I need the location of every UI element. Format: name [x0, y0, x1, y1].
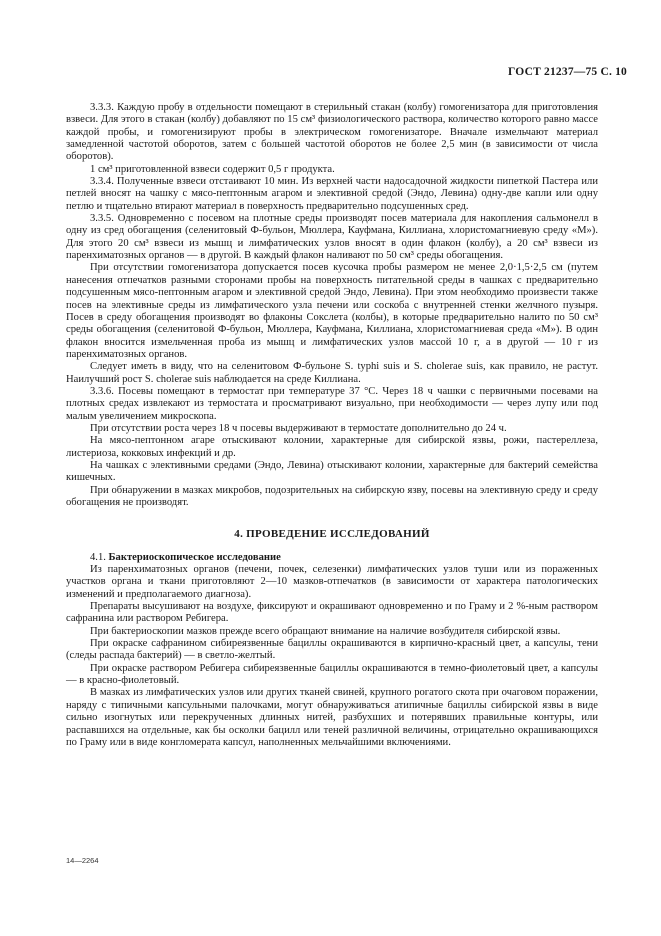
- paragraph-rebiger: При окраске раствором Ребигера сибиреязвенные бациллы окрашиваются в темно-фиолетовый цвет, а капсулы — в красно-фиолетовый.: [66, 662, 598, 687]
- paragraph-selenite-note: Следует иметь в виду, что на селенитовом Ф-бульоне S. typhi suis и S. cholerae suis, как правило, не растут. Наилучший рост S. cholerae suis наблюдается на среде Киллиана.: [66, 361, 598, 385]
- paragraph-3-3-6: 3.3.6. Посевы помещают в термостат при температуре 37 °С. Через 18 ч чашки с первичными посевами на плотных средах извлекают из термостата и просматривают визуально, при необходимости — через лупу или под малым увеличением микроскопа.: [66, 385, 598, 422]
- paragraph-3-3-3: 3.3.3. Каждую пробу в отдельности помещают в стерильный стакан (колбу) гомогенизатора для приготовления взвеси. Для этого в стакан (колбу) добавляют по 15 см³ физиологического раствора, количество которого равно массе каждой пробы, и гомогенизируют пробы в электрическом гомогенизаторе. Вначале измельчают материал замедленной частотой оборотов, затем с большей частотой оборотов не более 2,5 мин (в зависимости от числа оборотов).: [66, 102, 598, 163]
- paragraph-safranin: При окраске сафранином сибиреязвенные бациллы окрашиваются в кирпично-красный цвет, а капсулы, тени (следы распада бактерий) — в светло-желтый.: [66, 638, 598, 662]
- paragraph-bacterioscopy: При бактериоскопии мазков прежде всего обращают внимание на наличие возбудителя сибирской язвы.: [90, 625, 561, 637]
- section-heading: 4. ПРОВЕДЕНИЕ ИССЛЕДОВАНИЙ: [234, 528, 430, 541]
- subsection-title: Бактериоскопическое исследование: [108, 551, 281, 563]
- document-body: [66, 102, 598, 749]
- paragraph-no-growth: При отсутствии роста через 18 ч посевы выдерживают в термостате дополнительно до 24 ч.: [90, 422, 507, 434]
- paragraph-mpa-colonies: На мясо-пептонном агаре отыскивают колонии, характерные для сибирской язвы, рожи, пастереллеза, листериоза, кокковых инфекций и др.: [66, 435, 598, 459]
- page-header: ГОСТ 21237—75 С. 10: [508, 66, 627, 78]
- paragraph-3-3-4: 3.3.4. Полученные взвеси отстаивают 10 мин. Из верхней части надосадочной жидкости пипеткой Пастера или петлей вносят на чашку с мясо-пептонным агаром и элективной средой (Эндо, Левина) одну-две капли или одну петлю и тщательно втирают материал в поверхность предварительно подсушенных сред.: [66, 176, 598, 212]
- subsection-number: 4.1.: [90, 551, 106, 563]
- paragraph-anthrax-suspicion: При обнаружении в мазках микробов, подозрительных на сибирскую язву, посевы на элективную среду и среду обогащения не производят.: [66, 484, 598, 508]
- paragraph-3-3-5: 3.3.5. Одновременно с посевом на плотные среды производят посев материала для накопления сальмонелл в одну из сред обогащения (селенитовый Ф-бульон, Мюллера, Кауфмана, Киллиана, хлористомагниевую среду «М»). Для этого 20 см³ взвеси из мышц и лимфатических узлов вносят в один флакон (колбу), а 20 см³ взвеси из паренхиматозных органов — в другой. В каждый флакон наливают по 50 см³ среды обогащения.: [66, 213, 598, 262]
- paragraph-staining: Препараты высушивают на воздухе, фиксируют и окрашивают одновременно и по Граму и 2 %-ным раствором сафранина или раствором Ребигера.: [66, 601, 598, 625]
- subsection-4-1-title: [66, 552, 598, 564]
- paragraph-elective-colonies: На чашках с элективными средами (Эндо, Левина) отыскивают колонии, характерные для бактерий семейства кишечных.: [66, 459, 598, 484]
- paragraph-smears: Из паренхиматозных органов (печени, почек, селезенки) лимфатических узлов туши или из пораженных участков органа и ткани приготовляют 2—10 мазков-отпечатков (в зависимости от характера патологических изменений и предполагаемого диагноза).: [66, 564, 598, 600]
- page-footer-code: 14—2264: [66, 856, 99, 865]
- paragraph-no-homogenizer: При отсутствии гомогенизатора допускается посев кусочка пробы размером не менее 2,0·1,5·2,5 см (путем нанесения отпечатков разными сторонами пробы на поверхность питательной среды в чашках с предварительно подсушенным мясо-пептонным агаром и элективной средой Эндо, Левина). При этом необходимо произвести также посев на элективные среды из лимфатического узла печени или соскоба с внутренней стенки желчного пузыря. Посев в среду обогащения производят во флаконы Сокслета (колбы), в которые предварительно налито по 50 см³ среды обогащения (селенитовой Ф-бульон, Мюллера, Кауфмана, Киллиана, хлористомагниевая среда «М»). В один флакон вносится измельченная проба из мышц и лимфатических узлов массой 10 г, а в другой — 10 г из паренхиматозных органов.: [66, 262, 598, 360]
- paragraph-suspension-note: 1 см³ приготовленной взвеси содержит 0,5 г продукта.: [90, 163, 335, 175]
- paragraph-atypical-bacilli: В мазках из лимфатических узлов или других тканей свиней, крупного рогатого скота при очаговом поражении, наряду с типичными капсульными палочками, могут обнаруживаться атипичные бациллы сибирской язвы в виде сильно изогнутых или перекрученных длинных нитей, разбухших и потерявших правильные контуры, или распавшихся на отдельные, как бы осколки бацилл или теней различной величины, отрицательно окрашивающихся по Граму или в виде конгломерата капсул, наполненных мельчайшими включениями.: [66, 687, 598, 748]
